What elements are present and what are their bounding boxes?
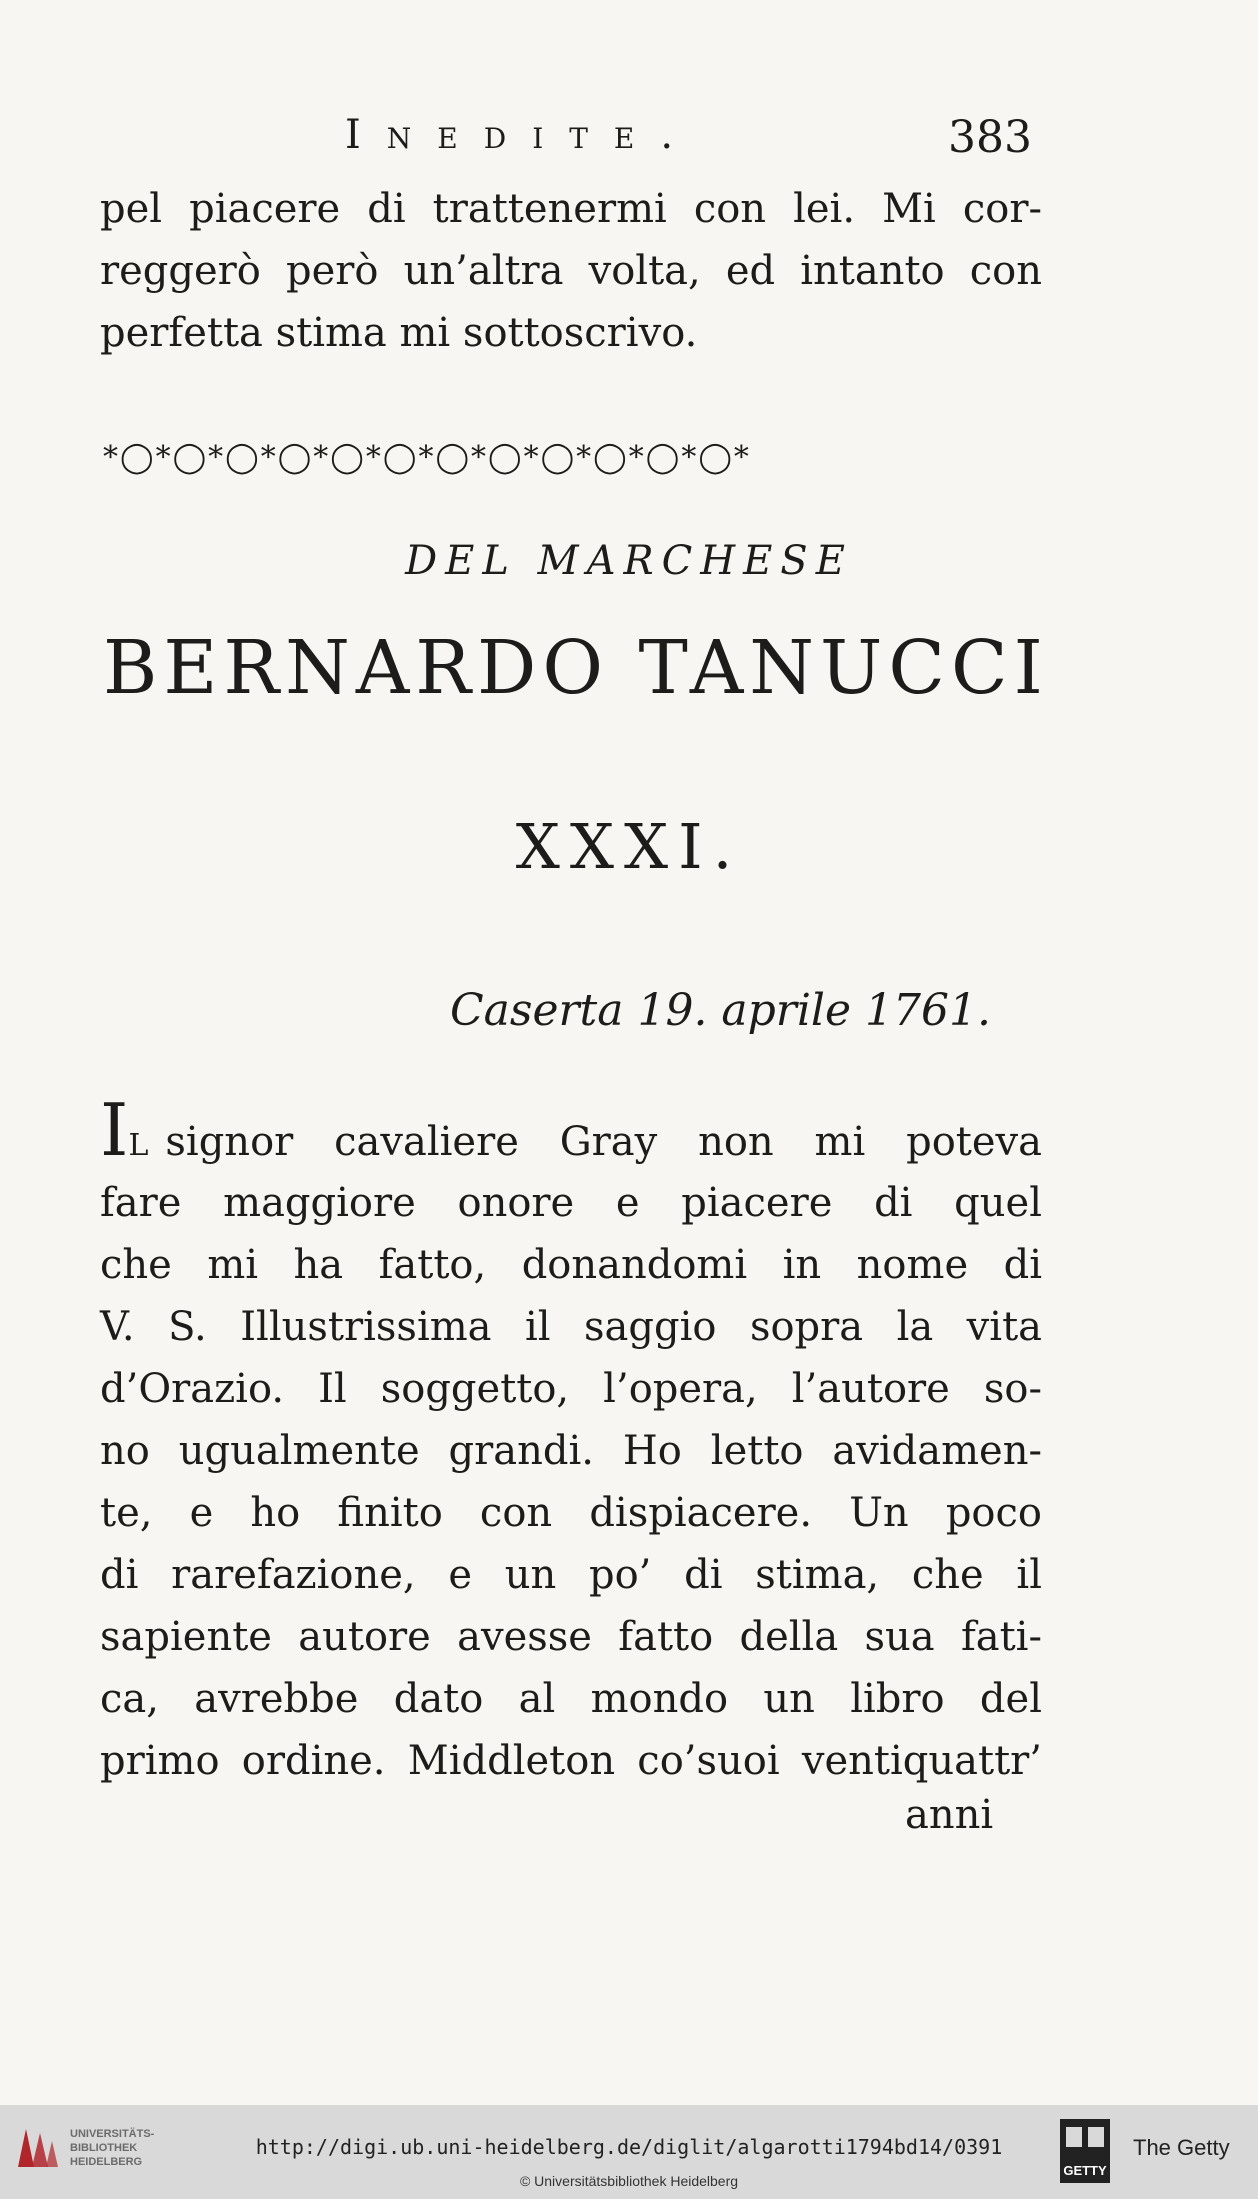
text-line: pel piacere di trattenermi con lei. Mi cor- <box>100 186 1042 232</box>
first-line-text: signor cavaliere Gray non mi poteva <box>165 1119 1042 1165</box>
text-line: reggerò però un’altra volta, ed intanto con <box>100 248 1042 294</box>
carryover-paragraph <box>100 178 1042 364</box>
text-line: di rarefazione, e un po’ di stima, che il <box>100 1552 1042 1598</box>
footer-bar <box>0 2105 1258 2199</box>
copyright-notice: © Universitätsbibliothek Heidelberg <box>519 2173 739 2189</box>
small-cap: L <box>128 1128 152 1163</box>
running-head <box>0 112 1258 172</box>
permalink-url[interactable]: http://digi.ub.uni-heidelberg.de/diglit/algarotti1794bd14/0391 <box>255 2135 1003 2159</box>
ornamental-divider: *◯*◯*◯*◯*◯*◯*◯*◯*◯*◯*◯*◯* <box>103 440 751 475</box>
text-line: V. S. Illustrissima il saggio sopra la vita <box>100 1304 1042 1350</box>
text-line: perfetta stima mi sottoscrivo. <box>100 310 698 356</box>
text-line: no ugualmente grandi. Ho letto avidamen- <box>100 1428 1042 1474</box>
getty-logo-icon[interactable] <box>1060 2119 1110 2183</box>
getty-mark-letters: GETTY <box>1063 2163 1107 2178</box>
library-name: UNIVERSITÄTS- BIBLIOTHEK HEIDELBERG <box>70 2128 155 2168</box>
getty-label[interactable]: The Getty <box>1133 2135 1230 2160</box>
heading-author-name: BERNARDO TANUCCI <box>103 625 1049 711</box>
catchword: anni <box>905 1792 994 1838</box>
running-head-title: Inedite. <box>345 112 700 158</box>
drop-cap: I <box>100 1088 129 1172</box>
text-line: primo ordine. Middleton co’suoi ventiquattr’ <box>100 1738 1042 1784</box>
text-line: sapiente autore avesse fatto della sua fati- <box>100 1614 1042 1660</box>
page-number: 383 <box>948 112 1032 163</box>
text-line: fare maggiore onore e piacere di quel <box>100 1180 1042 1226</box>
text-line: ca, avrebbe dato al mondo un libro del <box>100 1676 1042 1722</box>
letter-body <box>100 1088 1042 1792</box>
text-line: te, e ho finito con dispiacere. Un poco <box>100 1490 1042 1536</box>
text-line-first <box>100 1088 1042 1172</box>
text-line: che mi ha fatto, donandomi in nome di <box>100 1242 1042 1288</box>
text-line: d’Orazio. Il soggetto, l’opera, l’autore so- <box>100 1366 1042 1412</box>
letter-number: XXXI. <box>515 810 743 883</box>
dateline: Caserta 19. aprile 1761. <box>450 985 991 1036</box>
heading-del-marchese: DEL MARCHESE <box>405 538 853 584</box>
